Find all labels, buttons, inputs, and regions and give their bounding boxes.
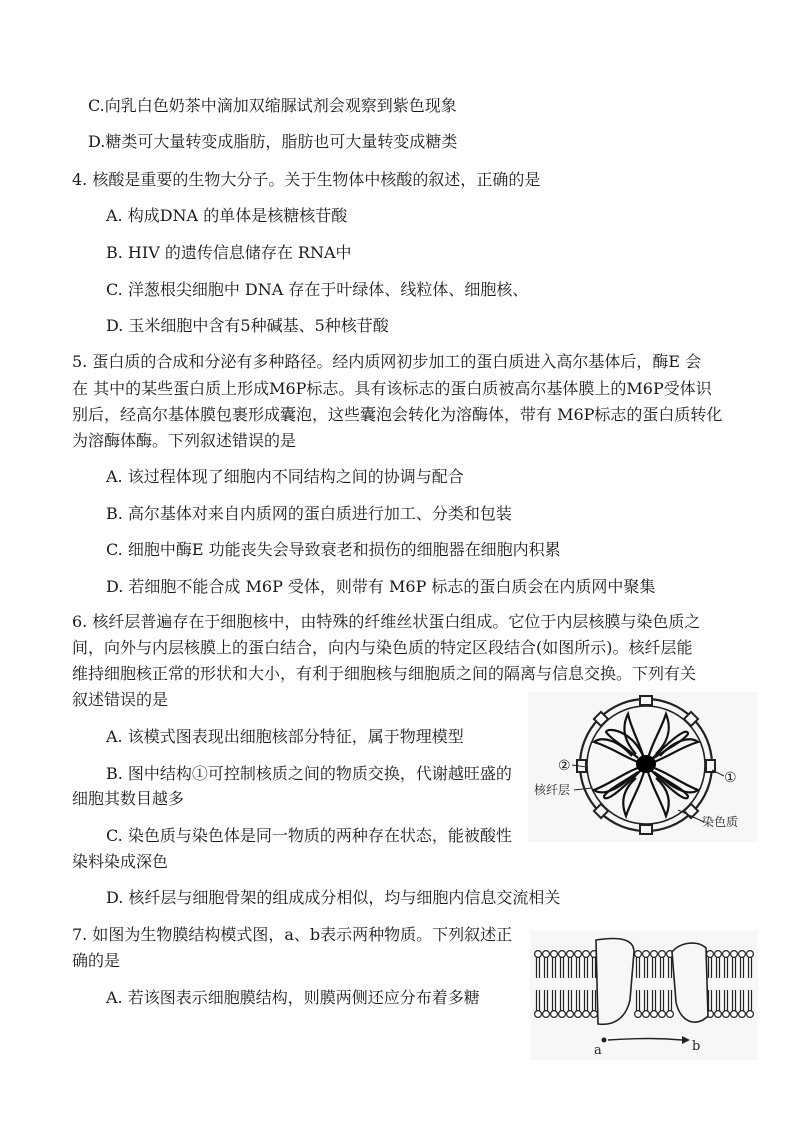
- option-line: 染料染成深色: [72, 852, 169, 871]
- question-4-stem: 4. 核酸是重要的生物大分子。关于生物体中核酸的叙述，正确的是: [72, 170, 541, 189]
- question-5-stem: 5. 蛋白质的合成和分泌有多种路径。经内质网初步加工的蛋白质进入高尔基体后，酶E 会: [72, 352, 702, 371]
- question-5-stem: 为溶酶体酶。下列叙述错误的是: [72, 431, 297, 450]
- label-1: ①: [724, 770, 737, 786]
- option-line: D.糖类可大量转变成脂肪，脂肪也可大量转变成糖类: [88, 132, 458, 151]
- question-6-stem: 维持细胞核正常的形状和大小，有利于细胞核与细胞质之间的隔离与信息交换。下列有关: [72, 664, 697, 683]
- label-a: a: [594, 1043, 602, 1058]
- label-b: b: [692, 1039, 701, 1054]
- option-line: C. 染色质与染色体是同一物质的两种存在状态，能被酸性: [106, 826, 512, 845]
- option-line: D. 核纤层与细胞骨架的组成成分相似，均与细胞内信息交流相关: [106, 888, 561, 907]
- option-line: C. 细胞中酶E 功能丧失会导致衰老和损伤的细胞器在细胞内积累: [106, 540, 561, 559]
- option-line: B. 高尔基体对来自内质网的蛋白质进行加工、分类和包装: [106, 504, 512, 523]
- question-6-stem: 6. 核纤层普遍存在于细胞核中，由特殊的纤维丝状蛋白组成。它位于内层核膜与染色质之: [72, 612, 701, 631]
- option-line: A. 构成DNA 的单体是核糖核苷酸: [106, 206, 348, 225]
- option-line: 细胞其数目越多: [72, 789, 185, 808]
- question-5-stem: 别后，经高尔基体膜包裹形成囊泡，这些囊泡会转化为溶酶体，带有 M6P标志的蛋白质转化: [72, 405, 723, 424]
- label-chromatin: 染色质: [702, 815, 739, 829]
- label-lamina: 核纤层: [534, 783, 571, 797]
- question-6-stem: 间，向外与内层核膜上的蛋白结合，向内与染色质的特定区段结合(如图所示)。核纤层能: [72, 638, 693, 657]
- option-line: D. 玉米细胞中含有5种碱基、5种核苷酸: [106, 316, 389, 335]
- option-line: C.向乳白色奶茶中滴加双缩脲试剂会观察到紫色现象: [88, 96, 457, 115]
- membrane-figure: [530, 930, 758, 1060]
- option-line: A. 若该图表示细胞膜结构，则膜两侧还应分布着多糖: [106, 988, 480, 1007]
- option-line: C. 洋葱根尖细胞中 DNA 存在于叶绿体、线粒体、细胞核、: [106, 280, 529, 299]
- option-line: B. HIV 的遗传信息储存在 RNA中: [106, 243, 352, 262]
- question-7-stem: 7. 如图为生物膜结构模式图，a、b表示两种物质。下列叙述正: [72, 925, 513, 944]
- option-line: A. 该模式图表现出细胞核部分特征，属于物理模型: [106, 727, 464, 746]
- option-line: D. 若细胞不能合成 M6P 受体，则带有 M6P 标志的蛋白质会在内质网中聚集: [106, 577, 656, 596]
- label-2: ②: [558, 758, 571, 774]
- nucleolus: [636, 755, 656, 773]
- nucleus-figure: [528, 692, 758, 842]
- question-6-stem: 叙述错误的是: [72, 690, 169, 709]
- question-5-stem: 在 其中的某些蛋白质上形成M6P标志。具有该标志的蛋白质被高尔基体膜上的M6P受体识: [72, 379, 712, 398]
- option-line: A. 该过程体现了细胞内不同结构之间的协调与配合: [106, 467, 464, 486]
- option-line: B. 图中结构①可控制核质之间的物质交换，代谢越旺盛的: [106, 764, 512, 783]
- question-7-stem: 确的是: [72, 951, 121, 970]
